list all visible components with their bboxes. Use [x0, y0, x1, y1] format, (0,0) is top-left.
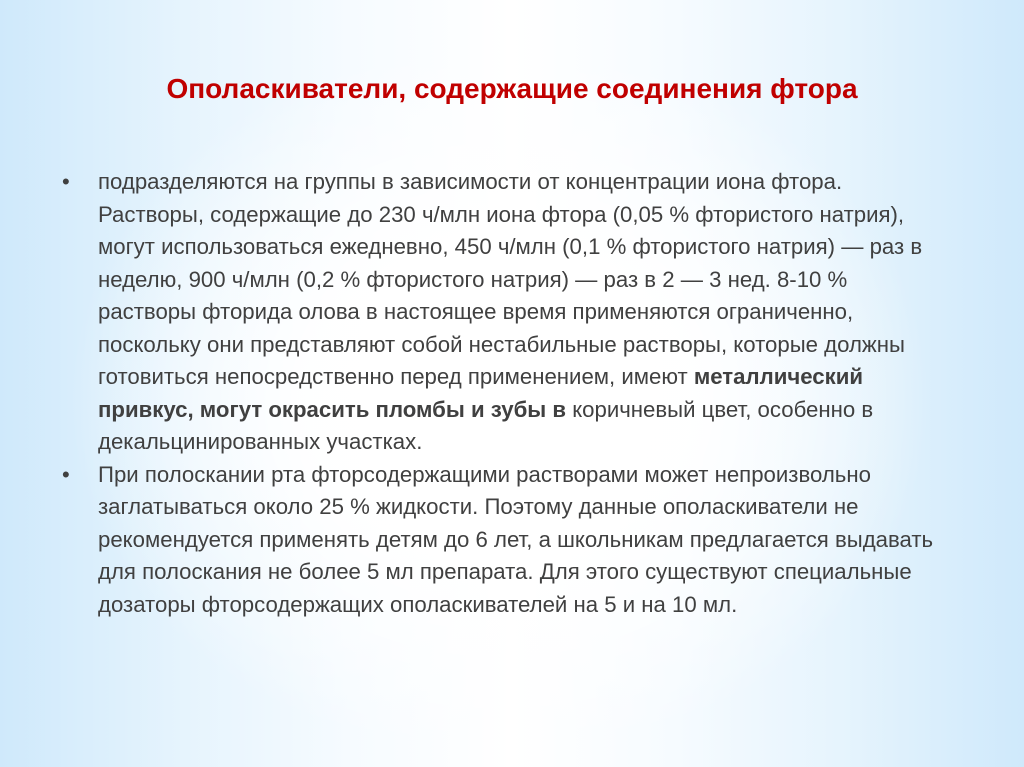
rinsing-dosage-text: При полоскании рта фторсодержащими растворами может непроизвольно заглатываться около 25 % жидкости. Поэтому данные ополаскиватели не рекомендуется применять детям до 6 лет, а школьникам предлагается выдавать для полоскания не более 5 мл препарата. Для этого существуют специальные дозаторы фторсодержащих ополаскивателей на 5 и на 10 мл. — [98, 461, 934, 617]
bullet-dot-icon: • — [62, 461, 70, 487]
brown-color-text: коричневый цвет, особенно в декальцинированных участках. — [98, 396, 874, 454]
bullet-item-rinsing-dosage — [62, 459, 942, 622]
bullet-list — [62, 166, 942, 621]
bullet-dot-icon: • — [62, 169, 70, 194]
metallic-taste-bold-text: металлический привкус, могут окрасить пломбы и зубы в — [98, 364, 863, 422]
fluoride-groups-text: подразделяются на группы в зависимости от концентрации иона фтора. Растворы, содержащие до 230 ч/млн иона фтора (0,05 % фтористого натрия), могут использоваться ежедневно, 450 ч/млн (0,1 % фтористого натрия) — раз в неделю, 900 ч/млн (0,2 % фтористого натрия) — раз в 2 — 3 нед. 8-10 % растворы фторида олова в настоящее время применяются ограниченно, поскольку они представляют собой нестабильные растворы, которые должны готовиться непосредственно перед применением, имеют — [98, 169, 923, 389]
slide-title: Ополаскиватели, содержащие соединения фтора — [166, 73, 858, 104]
bullet-item-fluoride-groups — [62, 166, 942, 459]
bullet-text-fluoride-groups — [98, 166, 942, 459]
